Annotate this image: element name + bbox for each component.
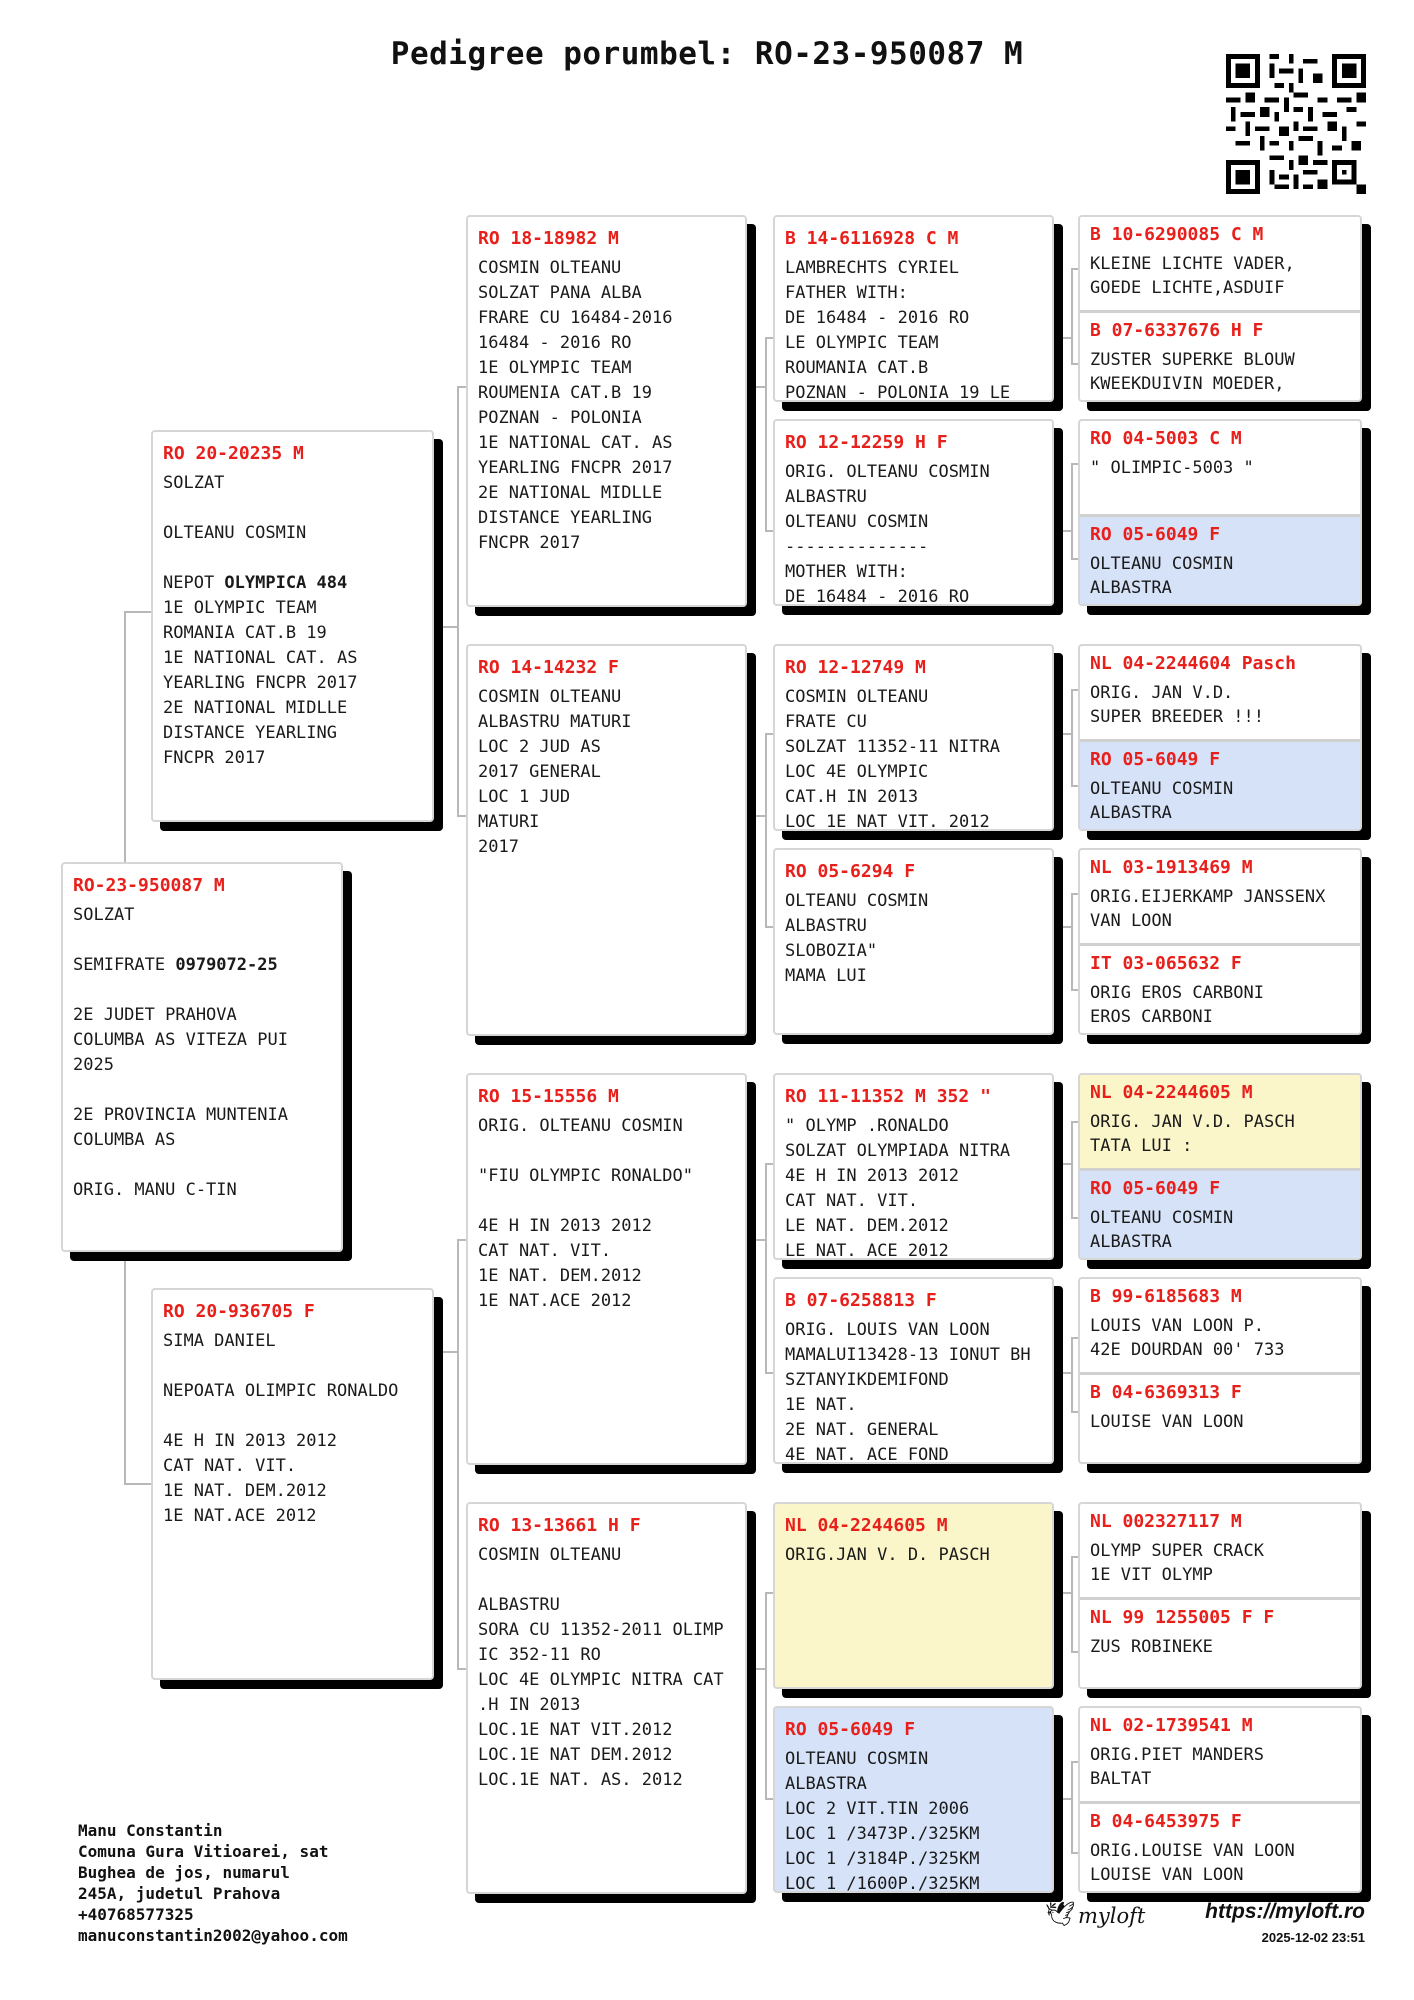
gen4-entry-12 xyxy=(1080,1504,1360,1597)
gen2-card-0[interactable] xyxy=(466,215,747,607)
gen4-ring-13: NL 99 1255005 F F xyxy=(1090,1607,1275,1628)
gen4-ring-5: RO 05-6049 F xyxy=(1090,749,1221,770)
gen3-card-4[interactable] xyxy=(773,1073,1054,1260)
gen4-entry-13 xyxy=(1080,1597,1360,1689)
pigeon-logo-icon: 🕊 xyxy=(1045,1900,1076,1928)
gen3-ring-2: RO 12-12749 M xyxy=(785,657,926,678)
gen4-ring-12: NL 002327117 M xyxy=(1090,1511,1242,1532)
gen2-ring-0: RO 18-18982 M xyxy=(478,228,619,249)
dam-text: SIMA DANIEL NEPOATA OLIMPIC RONALDO 4E H IN 2013 2012 CAT NAT. VIT. 1E NAT. DEM.2012 1E NAT.ACE 2012 xyxy=(163,1331,399,1526)
gen4-ring-15: B 04-6453975 F xyxy=(1090,1811,1242,1832)
gen2-card-2[interactable] xyxy=(466,1073,747,1465)
gen4-entry-8 xyxy=(1080,1075,1360,1168)
sire-text: SOLZAT OLTEANU COSMIN NEPOT OLYMPICA 484 1E OLYMPIC TEAM ROMANIA CAT.B 19 1E NATIONAL CAT. AS YEARLING FNCPR 2017 2E NATIONAL MIDLLE DISTANCE YEARLING FNCPR 2017 xyxy=(163,473,358,768)
gen3-card-7[interactable] xyxy=(773,1706,1054,1893)
gen4-text-2: " OLIMPIC-5003 " xyxy=(1090,458,1254,478)
gen4-entry-11 xyxy=(1080,1372,1360,1464)
gen2-card-3[interactable] xyxy=(466,1502,747,1894)
gen3-ring-5: B 07-6258813 F xyxy=(785,1290,937,1311)
gen4-entry-6 xyxy=(1080,850,1360,943)
gen3-text-2: COSMIN OLTEANU FRATE CU SOLZAT 11352-11 NITRA LOC 4E OLYMPIC CAT.H IN 2013 LOC 1E NAT VIT. 2012 xyxy=(785,687,1000,831)
brand-url[interactable]: https://myloft.ro xyxy=(1205,1900,1365,1923)
gen4-entry-4 xyxy=(1080,646,1360,739)
gen4-ring-9: RO 05-6049 F xyxy=(1090,1178,1221,1199)
gen4-entry-5 xyxy=(1080,739,1360,831)
gen4-ring-0: B 10-6290085 C M xyxy=(1090,224,1264,245)
gen3-text-1: ORIG. OLTEANU COSMIN ALBASTRU OLTEANU COSMIN -------------- MOTHER WITH: DE 16484 - 2016 RO xyxy=(785,462,990,606)
gen4-text-13: ZUS ROBINEKE xyxy=(1090,1637,1213,1657)
gen2-ring-1: RO 14-14232 F xyxy=(478,657,619,678)
gen2-text-1: COSMIN OLTEANU ALBASTRU MATURI LOC 2 JUD AS 2017 GENERAL LOC 1 JUD MATURI 2017 xyxy=(478,687,632,857)
gen4-entry-1 xyxy=(1080,310,1360,402)
gen3-card-0[interactable] xyxy=(773,215,1054,402)
gen4-text-10: LOUIS VAN LOON P. 42E DOURDAN 00' 733 xyxy=(1090,1316,1285,1360)
gen4-text-0: KLEINE LICHTE VADER, GOEDE LICHTE,ASDUIF xyxy=(1090,254,1295,298)
gen4-text-9: OLTEANU COSMIN ALBASTRA xyxy=(1090,1208,1234,1252)
highlight-text: OLYMPICA 484 xyxy=(224,573,348,593)
gen3-ring-6: NL 04-2244605 M xyxy=(785,1515,948,1536)
gen2-card-1[interactable] xyxy=(466,644,747,1036)
gen4-text-8: ORIG. JAN V.D. PASCH TATA LUI : xyxy=(1090,1112,1295,1156)
highlight-text: 0979072-25 xyxy=(175,955,278,975)
gen4-ring-7: IT 03-065632 F xyxy=(1090,953,1242,974)
gen4-card-3[interactable] xyxy=(1078,848,1362,1035)
gen4-text-1: ZUSTER SUPERKE BLOUW KWEEKDUIVIN MOEDER, xyxy=(1090,350,1295,394)
gen4-ring-4: NL 04-2244604 Pasch xyxy=(1090,653,1296,674)
gen4-ring-2: RO 04-5003 C M xyxy=(1090,428,1242,449)
gen4-text-5: OLTEANU COSMIN ALBASTRA xyxy=(1090,779,1234,823)
owner-contact: Manu Constantin Comuna Gura Vitioarei, sat Bughea de jos, numarul 245A, judetul Prahova +40768577325 manuconstantin2002@yahoo.com xyxy=(78,1821,348,1945)
gen4-card-5[interactable] xyxy=(1078,1277,1362,1464)
brand-footer xyxy=(1045,1900,1365,1960)
gen3-text-7: OLTEANU COSMIN ALBASTRA LOC 2 VIT.TIN 2006 LOC 1 /3473P./325KM LOC 1 /3184P./325KM LOC 1 /1600P./325KM xyxy=(785,1749,980,1893)
gen3-text-5: ORIG. LOUIS VAN LOON MAMALUI13428-13 IONUT BH SZTANYIKDEMIFOND 1E NAT. 2E NAT. GENERAL 4E NAT. ACE FOND xyxy=(785,1320,1031,1464)
gen3-card-5[interactable] xyxy=(773,1277,1054,1464)
gen2-text-0: COSMIN OLTEANU SOLZAT PANA ALBA FRARE CU 16484-2016 16484 - 2016 RO 1E OLYMPIC TEAM ROUMENIA CAT.B 19 POZNAN - POLONIA 1E NATIONAL CAT. AS YEARLING FNCPR 2017 2E NATIONAL MIDLLE DISTANCE YEARLING FNCPR 2017 xyxy=(478,258,673,553)
subject-text: SOLZAT SEMIFRATE 0979072-25 2E JUDET PRAHOVA COLUMBA AS VITEZA PUI 2025 2E PROVINCIA MUNTENIA COLUMBA AS ORIG. MANU C-TIN xyxy=(73,905,288,1200)
dam-ring: RO 20-936705 F xyxy=(163,1301,315,1322)
gen3-text-4: " OLYMP .RONALDO SOLZAT OLYMPIADA NITRA 4E H IN 2013 2012 CAT NAT. VIT. LE NAT. DEM.2012 LE NAT. ACE 2012 xyxy=(785,1116,1011,1260)
sire-card[interactable] xyxy=(151,430,434,822)
gen3-ring-1: RO 12-12259 H F xyxy=(785,432,948,453)
gen4-card-4[interactable] xyxy=(1078,1073,1362,1260)
subject-card[interactable] xyxy=(61,862,343,1252)
gen3-card-1[interactable] xyxy=(773,419,1054,606)
gen4-card-2[interactable] xyxy=(1078,644,1362,831)
gen3-text-3: OLTEANU COSMIN ALBASTRU SLOBOZIA" MAMA LUI xyxy=(785,891,929,986)
gen4-text-4: ORIG. JAN V.D. SUPER BREEDER !!! xyxy=(1090,683,1264,727)
gen2-ring-2: RO 15-15556 M xyxy=(478,1086,619,1107)
gen3-ring-7: RO 05-6049 F xyxy=(785,1719,916,1740)
gen4-entry-7 xyxy=(1080,943,1360,1035)
gen3-card-6[interactable] xyxy=(773,1502,1054,1689)
gen2-text-3: COSMIN OLTEANU ALBASTRU SORA CU 11352-2011 OLIMP IC 352-11 RO LOC 4E OLYMPIC NITRA CAT .H IN 2013 LOC.1E NAT VIT.2012 LOC.1E NAT DEM.2012 LOC.1E NAT. AS. 2012 xyxy=(478,1545,724,1790)
gen4-entry-15 xyxy=(1080,1801,1360,1893)
gen4-entry-2 xyxy=(1080,421,1360,514)
brand-logo: myloft xyxy=(1078,1904,1146,1928)
sire-ring: RO 20-20235 M xyxy=(163,443,304,464)
gen4-card-1[interactable] xyxy=(1078,419,1362,606)
gen4-entry-10 xyxy=(1080,1279,1360,1372)
gen4-text-15: ORIG.LOUISE VAN LOON LOUISE VAN LOON xyxy=(1090,1841,1295,1885)
gen3-text-6: ORIG.JAN V. D. PASCH xyxy=(785,1545,990,1565)
gen4-card-7[interactable] xyxy=(1078,1706,1362,1893)
gen2-ring-3: RO 13-13661 H F xyxy=(478,1515,641,1536)
subject-ring: RO-23-950087 M xyxy=(73,875,225,896)
gen4-card-6[interactable] xyxy=(1078,1502,1362,1689)
gen4-text-12: OLYMP SUPER CRACK 1E VIT OLYMP xyxy=(1090,1541,1264,1585)
print-date: 2025-12-02 23:51 xyxy=(1261,1930,1365,1945)
gen4-text-11: LOUISE VAN LOON xyxy=(1090,1412,1244,1432)
gen4-text-14: ORIG.PIET MANDERS BALTAT xyxy=(1090,1745,1264,1789)
gen4-card-0[interactable] xyxy=(1078,215,1362,402)
gen3-card-2[interactable] xyxy=(773,644,1054,831)
dam-card[interactable] xyxy=(151,1288,434,1680)
gen4-ring-11: B 04-6369313 F xyxy=(1090,1382,1242,1403)
gen3-ring-3: RO 05-6294 F xyxy=(785,861,916,882)
gen4-entry-14 xyxy=(1080,1708,1360,1801)
gen3-ring-0: B 14-6116928 C M xyxy=(785,228,959,249)
gen4-ring-14: NL 02-1739541 M xyxy=(1090,1715,1253,1736)
gen4-ring-3: RO 05-6049 F xyxy=(1090,524,1221,545)
gen4-text-6: ORIG.EIJERKAMP JANSSENX VAN LOON xyxy=(1090,887,1326,931)
gen4-ring-8: NL 04-2244605 M xyxy=(1090,1082,1253,1103)
gen3-text-0: LAMBRECHTS CYRIEL FATHER WITH: DE 16484 - 2016 RO LE OLYMPIC TEAM ROUMANIA CAT.B POZNAN - POLONIA 19 LE xyxy=(785,258,1011,402)
gen4-text-7: ORIG EROS CARBONI EROS CARBONI xyxy=(1090,983,1264,1027)
gen4-ring-6: NL 03-1913469 M xyxy=(1090,857,1253,878)
gen4-ring-1: B 07-6337676 H F xyxy=(1090,320,1264,341)
gen4-ring-10: B 99-6185683 M xyxy=(1090,1286,1242,1307)
gen4-entry-3 xyxy=(1080,514,1360,606)
gen3-ring-4: RO 11-11352 M 352 " xyxy=(785,1086,991,1107)
gen4-entry-0 xyxy=(1080,217,1360,310)
gen4-entry-9 xyxy=(1080,1168,1360,1260)
gen4-text-3: OLTEANU COSMIN ALBASTRA xyxy=(1090,554,1234,598)
gen2-text-2: ORIG. OLTEANU COSMIN "FIU OLYMPIC RONALDO" 4E H IN 2013 2012 CAT NAT. VIT. 1E NAT. DEM.2012 1E NAT.ACE 2012 xyxy=(478,1116,693,1311)
gen3-card-3[interactable] xyxy=(773,848,1054,1035)
page-title: Pedigree porumbel: RO-23-950087 M xyxy=(390,36,1024,72)
